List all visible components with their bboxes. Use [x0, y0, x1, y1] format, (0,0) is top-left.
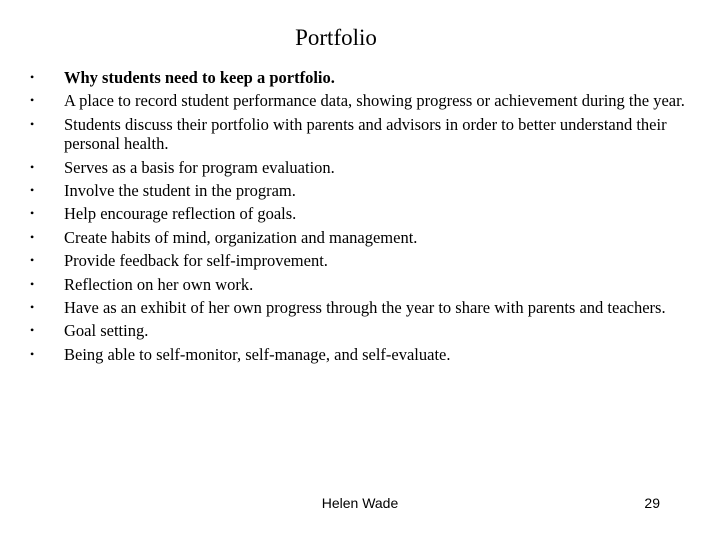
- bullet-text: Provide feedback for self-improvement.: [64, 251, 328, 271]
- bullet-text: Students discuss their portfolio with parents and advisors in order to better understand their personal health.: [64, 114, 667, 154]
- bullet-text: Reflection on her own work.: [64, 274, 254, 294]
- bullet-text: Involve the student in the program.: [64, 181, 296, 201]
- bullet-list: [30, 68, 690, 368]
- bullet-icon: •: [30, 300, 35, 315]
- bullet-item: [30, 158, 690, 178]
- bullet-item: [30, 181, 690, 201]
- bullet-icon: •: [30, 206, 35, 221]
- bullet-icon: •: [30, 70, 35, 84]
- bullet-item: [30, 115, 690, 154]
- bullet-icon: •: [30, 253, 35, 268]
- bullet-item: [30, 251, 690, 271]
- bullet-item: [30, 321, 690, 341]
- bullet-icon: •: [30, 93, 35, 108]
- bullet-icon: •: [30, 183, 35, 198]
- bullet-icon: •: [30, 276, 35, 291]
- bullet-item: [30, 228, 690, 248]
- slide-title: Portfolio: [295, 25, 377, 50]
- bullet-icon: •: [30, 116, 35, 131]
- bullet-item: [30, 345, 690, 365]
- bullet-item: [30, 91, 690, 111]
- bullet-item: [30, 275, 690, 295]
- bullet-text: Have as an exhibit of her own progress through the year to share with parents and teachers.: [64, 298, 666, 318]
- bullet-text: Create habits of mind, organization and management.: [64, 227, 418, 247]
- bullet-text: Being able to self-monitor, self-manage, and self-evaluate.: [64, 344, 451, 364]
- bullet-text: Help encourage reflection of goals.: [64, 204, 297, 224]
- bullet-item: [30, 298, 690, 318]
- bullet-text: Serves as a basis for program evaluation.: [64, 157, 335, 177]
- bullet-icon: •: [30, 323, 35, 338]
- footer-author: Helen Wade: [321, 495, 399, 511]
- bullet-item: [30, 204, 690, 224]
- bullet-icon: •: [30, 159, 35, 174]
- page-number: 29: [644, 495, 660, 511]
- bullet-text: Why students need to keep a portfolio.: [64, 68, 335, 87]
- bullet-item: [30, 68, 690, 88]
- bullet-text: A place to record student performance data, showing progress or achievement during the year.: [64, 91, 685, 111]
- bullet-icon: •: [30, 229, 35, 244]
- bullet-icon: •: [30, 346, 35, 361]
- bullet-text: Goal setting.: [64, 321, 149, 341]
